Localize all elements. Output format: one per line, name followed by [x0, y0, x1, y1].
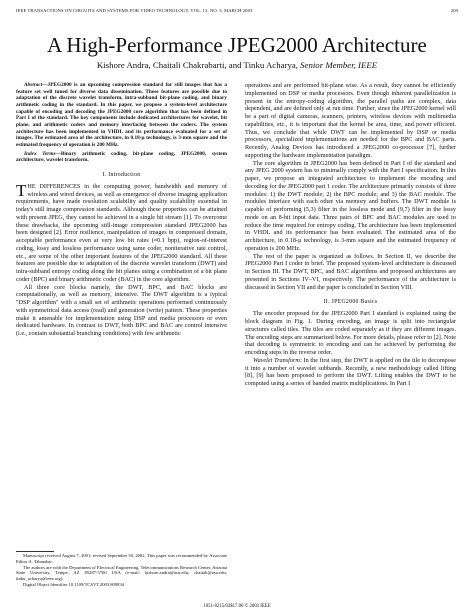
index-terms-text: Binary arithmetic coding, bit-plane coding, JPEG2000, system architecture, wavelet transform. [16, 150, 227, 164]
footnotes [16, 553, 227, 588]
right-column [245, 82, 456, 388]
section-heading-introduction: I. Introduction [102, 171, 141, 178]
intro-paragraph-3: operations and are performed bit-plane wise. As a result, they cannot be efficiently implemented on DSP or media processors. Even though inherent parallelization is present in the entropy-coding algorithm, the parallel paths are complex, data dependent, and are defined only at run time. Further, since the JPEG2000 kernel will be a part of digital cameras, scanners, printers, wireless devices with multimedia capabilities, etc., it is important that the kernel be area, time, and power efficient. Thus, we conclude that while DWT can be implemented by DSP or media processors, specialized implementations are needed for the BPC and BAC parts. Recently, Analog Devices has introduced a JPEG2000 co-processor [7], further supporting the hardware implementation paradigm. [245, 82, 456, 159]
intro-paragraph-5: The rest of the paper is organized as follows. In Section II, we describe the JPEG2000 Part I coder in brief. The proposed system-level architecture is discussed in Section III. The DWT, BPC, and BAC algorithms and proposed architectures are presented in Sections IV–VI, respectively. The performance of the architecture is discussed in Section VII and the paper is concluded in Section VIII. [245, 252, 456, 291]
index-terms [16, 151, 227, 164]
intro-paragraph-1-text: HE DIFFERENCES in the computing power, bandwidth and memory of wireless and wired devices, as well as emergence of diverse imaging application requirements, have made resolution scalability and quality scalability essential in today's still image compression standards. Although these properties can be attained with present JPEG, they cannot be achieved in a single bit stream [1]. To overcome these drawbacks, the upcoming still-image compression standard JPEG2000 has been designed [2]. Error resilience, manipulation of images in compressed domain, acceptable performance even at very low bit rates (≈0.1 bpp), region-of-interest coding, lossy and lossless performance using same coder, noniterative rate control, etc., are some of the other important features of the JPEG2000 standard. All these features are possible due to adaptation of the discrete wavelet transform (DWT) and intra-subband entropy coding along the bit planes using a combination of a bit plane coder (BPC) and binary arithmetic coder (BAC) in the core algorithm. [16, 182, 227, 283]
intro-paragraph-4: The core algorithm in JPEG2000 has been defined in Part I of the standard and any JPEG 2000 system has to minimally comply with the Part I specification. In this paper, we propose an integrated architecture to implement the encoding and decoding for the JPEG2000 part 1 coder. The architecture primarily consists of three modules: 1) the DWT module; 2) the BPC module; and 3) the BAC module. The modules interface with each other via memory and buffers. The DWT module is capable of performing (5,3) filter in the lossless mode and (9,7) filter in the lossy mode on an 8-bit input data. Three pairs of BPC and BAC modules are used to reduce the time required for entropy coding. The architecture has been implemented in VHDL and its performance has been evaluated. The estimated area of the architecture, in 0.18-μ technology, is 3-mm square and the estimated frequency of operation is 200 MHz. [245, 159, 456, 252]
drop-cap: T [16, 180, 27, 200]
abstract-label: Abstract— [24, 82, 48, 88]
wavelet-transform-label: Wavelet Transform: [253, 356, 302, 364]
index-terms-label: Index Terms— [24, 150, 61, 157]
footnote-affiliation: The authors are with the Department of Electrical Engineering, Telecommunications Research Center, Arizona State University, Tempe, AZ 85287-5706 USA (e-mail: kishore.andra@asu.edu; chaitali@asu.edu; tinku_acharya@ieee.org). [16, 564, 227, 581]
intro-paragraph-2: All three core blocks namely, the DWT, BPC, and BAC blocks are computationally, as well as memory, intensive. The DWT algorithm is a typical "DSP algorithm" with a small set of arithmetic operations performed continuously with symmetrical data access (read) and generation (write) pattern. These properties make it amenable for implementation using DSP and media processors or even dedicated hardware. In contrast to DWT, both BPC and BAC are control intensive (i.e., contain substantial branching conditions) with few arithmetic [16, 283, 227, 338]
page-number: 209 [450, 8, 458, 13]
journal-citation: IEEE TRANSACTIONS ON CIRCUITS AND SYSTEMS FOR VIDEO TECHNOLOGY, VOL. 13, NO. 3, MARCH 2003 [16, 8, 253, 13]
paper-title: A High-Performance JPEG2000 Architecture [47, 33, 427, 57]
footnote-divider [16, 551, 54, 552]
author-names: Kishore Andra, Chaitali Chakrabarti, and Tinku Acharya, [96, 60, 298, 70]
author-membership: Senior Member, IEEE [300, 60, 378, 70]
abstract [16, 82, 227, 149]
intro-paragraph-1 [16, 180, 227, 284]
author-line [0, 60, 474, 71]
footnote-doi: Digital Object Identifier 10.1109/TCSVT.2003.809834 [23, 581, 125, 587]
left-column [16, 82, 227, 338]
footnote-manuscript: Manuscript received August 7, 2001; revised September 30, 2002. This paper was recommended by Associate Editor A. Tabatabai. [16, 553, 227, 564]
copyright-code: 1051-8215/03$17.00 © 2003 IEEE [203, 604, 271, 609]
basics-paragraph-1: The encoder proposed for the JPEG2000 Part I standard is explained using the block diagram in Fig. 1. During encoding, an image is split into rectangular structures called tiles. The tiles are coded separately as if they are different images. The encoding steps are summarized below. For more details, please refer to [2]. Note that decoding is symmetric to encoding and can be achieved by performing the encoding steps in the reverse order. [245, 310, 456, 356]
section-heading-jpeg2000-basics: II. JPEG2000 Basics [323, 299, 378, 306]
basics-paragraph-2-text: In the first step, the DWT is applied on the tile to decompose it into a number of wavelet subbands. Recently, a new methodology called lifting [8], [9] has been proposed to perform the DWT. Lifting enables the DWT to be computed using a series of banded matrix multiplications. In Part I [245, 356, 456, 387]
abstract-text: JPEG2000 is an upcoming compression standard for still images that has a feature set well tuned for diverse data dissemination. These features are possible due to adaptation of the discrete wavelet transform, intra-subband bit-plane coding, and binary arithmetic coding in the standard. In this paper, we propose a system-level architecture capable of encoding and decoding the JPEG2000 core algorithm that has been defined in Part I of the standard. The key components include dedicated architectures for wavelet, bit plane, and arithmetic coders and memory interfacing between the coders. The system architecture has been implemented in VHDL and its performance evaluated for a set of images. The estimated area of the architecture, in 0.18-μ technology, is 3-mm square and the estimated frequency of operation is 200 MHz. [16, 82, 227, 148]
basics-paragraph-2 [245, 357, 456, 388]
running-header [16, 8, 458, 16]
